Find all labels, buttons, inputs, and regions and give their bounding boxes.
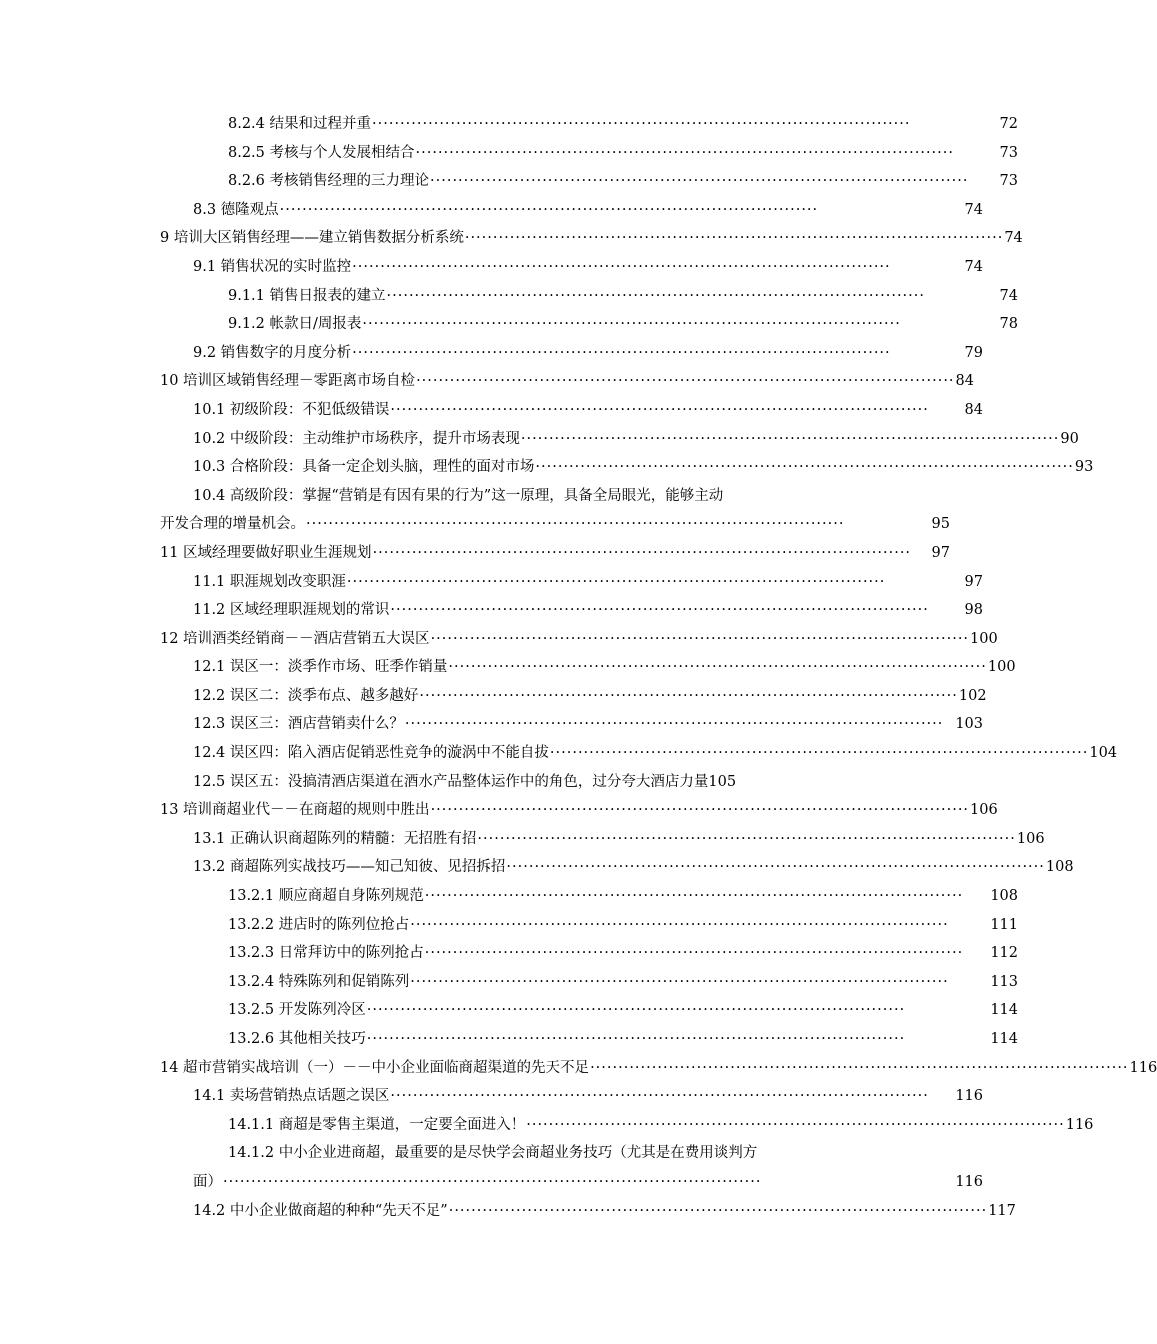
toc-entry-title: 12 培训酒类经销商－－酒店营销五大误区 <box>160 630 430 647</box>
toc-entry-title: 13.2.3 日常拜访中的陈列抢占 <box>228 945 424 962</box>
toc-entry-page-number: 100 <box>987 659 1016 676</box>
toc-entry-page-number: 103 <box>955 716 983 733</box>
toc-entry <box>0 568 983 597</box>
toc-entry-title: 10.2 中级阶段：主动维护市场秩序，提升市场表现 <box>193 430 520 447</box>
dot-leader <box>306 510 931 539</box>
toc-entry-page-number: 84 <box>955 373 974 390</box>
toc-entry-title: 8.2.6 考核销售经理的三力理论 <box>228 173 430 190</box>
toc-entry-title: 11.2 区域经理职涯规划的常识 <box>193 602 390 619</box>
dot-leader <box>521 425 1059 454</box>
dot-leader <box>465 224 1003 253</box>
toc-entry <box>0 625 998 654</box>
dot-leader <box>387 282 999 311</box>
dot-leader <box>390 596 963 625</box>
toc-entry-title: 13.2.1 顺应商超自身陈列规范 <box>228 888 424 905</box>
toc-entry-title: 12.3 误区三：酒店营销卖什么？ <box>193 716 404 733</box>
toc-entry-title: 9.1 销售状况的实时监控 <box>193 258 352 275</box>
toc-entry <box>0 939 1018 968</box>
toc-entry-page-number: 100 <box>970 630 998 647</box>
toc-entry <box>0 110 1018 139</box>
toc-entry-title: 13.2.6 其他相关技巧 <box>228 1031 366 1047</box>
dot-leader <box>425 882 990 911</box>
toc-entry <box>0 482 950 539</box>
toc-entry-title: 14.1 卖场营销热点话题之误区 <box>193 1088 390 1105</box>
toc-entry-title: 12.2 误区二：淡季布点、越多越好 <box>193 687 419 704</box>
dot-leader <box>405 710 954 739</box>
dot-leader <box>410 968 989 997</box>
toc-entry <box>0 1197 1016 1226</box>
toc-entry <box>0 339 983 368</box>
dot-leader <box>416 139 999 168</box>
toc-entry-page-number: 116 <box>1129 1059 1157 1076</box>
toc-page <box>0 110 1157 1225</box>
toc-entry-page-number: 97 <box>931 544 950 561</box>
toc-entry <box>0 710 983 739</box>
dot-leader <box>373 539 931 568</box>
toc-entry <box>0 1054 1157 1083</box>
dot-leader <box>448 653 986 682</box>
dot-leader <box>352 253 963 282</box>
toc-entry-page-number: 105 <box>708 773 737 790</box>
toc-entry-page-number: 93 <box>1074 459 1094 476</box>
toc-entry-page-number: 106 <box>1016 830 1045 847</box>
toc-entry <box>0 911 1018 940</box>
toc-entry-page-number: 95 <box>931 516 950 533</box>
dot-leader <box>590 1054 1128 1083</box>
dot-leader <box>550 739 1088 768</box>
toc-entry-title: 9.1.1 销售日报表的建立 <box>228 287 386 304</box>
dot-leader <box>431 625 969 654</box>
toc-entry-title: 8.2.4 结果和过程并重 <box>228 116 372 132</box>
toc-entry-title: 13.2 商超陈列实战技巧——知己知彼、见招拆招 <box>193 859 506 876</box>
toc-entry-page-number: 116 <box>955 1173 983 1190</box>
dot-leader <box>367 1025 990 1054</box>
toc-entry-title: 13.2.2 进店时的陈列位抢占 <box>228 916 410 933</box>
toc-entry-title: 8.3 德隆观点 <box>193 201 279 218</box>
toc-entry-page-number: 90 <box>1060 430 1079 447</box>
toc-entry <box>0 1111 1094 1140</box>
toc-entry-page-number: 104 <box>1089 745 1118 762</box>
toc-entry-title: 12.4 误区四：陷入酒店促销恶性竞争的漩涡中不能自拔 <box>193 745 549 762</box>
toc-entry-page-number: 72 <box>999 116 1018 132</box>
toc-entry-title: 11 区域经理要做好职业生涯规划 <box>160 544 372 561</box>
dot-leader <box>526 1111 1064 1140</box>
toc-entry-title: 9.1.2 帐款日/周报表 <box>228 316 362 333</box>
toc-entry-page-number: 84 <box>964 401 983 418</box>
dot-leader <box>390 1082 954 1111</box>
dot-leader <box>535 453 1073 482</box>
dot-leader <box>352 339 963 368</box>
dot-leader <box>347 568 964 597</box>
toc-entry-page-number: 97 <box>964 573 983 590</box>
toc-entry-title: 9 培训大区销售经理——建立销售数据分析系统 <box>160 230 464 247</box>
toc-entry-title: 14.1.2 中小企业进商超，最重要的是尽快学会商超业务技巧（尤其是在费用谈判方 <box>228 1145 758 1162</box>
toc-entry-page-number: 102 <box>958 687 987 704</box>
toc-entry-page-number: 114 <box>990 1031 1018 1047</box>
toc-entry <box>0 425 1079 454</box>
dot-leader <box>372 110 999 139</box>
toc-entry-title: 10.4 高级阶段：掌握“营销是有因有果的行为”这一原理，具备全局眼光，能够主动 <box>193 487 724 504</box>
toc-entry-page-number: 116 <box>1065 1116 1094 1133</box>
dot-leader <box>449 1197 987 1226</box>
dot-leader <box>362 310 998 339</box>
toc-entry <box>0 196 983 225</box>
toc-entry-title-continued: 面） <box>193 1173 222 1190</box>
toc-entry <box>0 1139 983 1196</box>
dot-leader <box>506 853 1044 882</box>
toc-entry-page-number: 74 <box>964 201 983 218</box>
dot-leader <box>416 367 954 396</box>
toc-entry-page-number: 74 <box>964 258 983 275</box>
toc-entry-page-number: 114 <box>990 1002 1018 1019</box>
toc-entry-page-number: 111 <box>990 916 1018 933</box>
toc-entry <box>0 396 983 425</box>
dot-leader <box>425 939 990 968</box>
toc-entry-title: 13.2.5 开发陈列冷区 <box>228 1002 366 1019</box>
toc-entry-page-number: 112 <box>990 945 1018 962</box>
toc-entry <box>0 253 983 282</box>
dot-leader <box>430 167 999 196</box>
toc-entry-title: 14 超市营销实战培训（一）－－中小企业面临商超渠道的先天不足 <box>160 1059 590 1076</box>
toc-entry-title: 8.2.5 考核与个人发展相结合 <box>228 144 415 161</box>
toc-entry <box>0 853 1074 882</box>
toc-entry <box>0 653 1016 682</box>
toc-entry-title: 13 培训商超业代－－在商超的规则中胜出 <box>160 802 430 819</box>
toc-entry-title-continued: 开发合理的增量机会。 <box>160 516 305 533</box>
toc-entry-page-number: 74 <box>999 287 1018 304</box>
dot-leader <box>410 911 989 940</box>
toc-entry <box>0 367 974 396</box>
toc-entry-page-number: 79 <box>964 344 983 361</box>
toc-entry-title: 10.3 合格阶段：具备一定企划头脑，理性的面对市场 <box>193 459 535 476</box>
toc-entry-page-number: 74 <box>1004 230 1023 247</box>
toc-entry <box>0 453 1094 482</box>
toc-entry <box>0 739 1118 768</box>
toc-entry-title: 12.1 误区一：淡季作市场、旺季作销量 <box>193 659 448 676</box>
dot-leader <box>280 196 964 225</box>
toc-entry <box>0 1082 983 1111</box>
toc-entry <box>0 882 1018 911</box>
toc-entry-title: 14.2 中小企业做商超的种种“先天不足” <box>193 1202 448 1219</box>
toc-entry-page-number: 98 <box>964 602 983 619</box>
dot-leader <box>477 825 1015 854</box>
toc-entry-title: 9.2 销售数字的月度分析 <box>193 344 352 361</box>
toc-entry-title: 10 培训区域销售经理－零距离市场自检 <box>160 373 416 390</box>
dot-leader <box>419 682 957 711</box>
toc-entry <box>0 968 1018 997</box>
toc-entry-title: 11.1 职涯规划改变职涯 <box>193 573 346 590</box>
toc-entry-title: 12.5 误区五：没搞清酒店渠道在酒水产品整体运作中的角色，过分夸大酒店力量 <box>193 773 709 790</box>
toc-entry-page-number: 73 <box>999 144 1018 161</box>
dot-leader <box>367 996 990 1025</box>
dot-leader <box>431 796 969 825</box>
toc-entry <box>0 1025 1018 1054</box>
toc-entry-page-number: 108 <box>1045 859 1074 876</box>
toc-entry-page-number: 108 <box>990 888 1018 905</box>
toc-entry-page-number: 106 <box>970 802 998 819</box>
toc-entry <box>0 167 1018 196</box>
toc-entry <box>0 596 983 625</box>
toc-entry-title: 13.1 正确认识商超陈列的精髓：无招胜有招 <box>193 830 477 847</box>
toc-entry <box>0 224 1023 253</box>
toc-entry-title: 10.1 初级阶段：不犯低级错误 <box>193 401 390 418</box>
toc-entry <box>0 539 950 568</box>
toc-entry-page-number: 117 <box>988 1202 1016 1219</box>
toc-entry <box>0 139 1018 168</box>
toc-entry-title: 13.2.4 特殊陈列和促销陈列 <box>228 973 410 990</box>
toc-entry-title: 14.1.1 商超是零售主渠道，一定要全面进入！ <box>228 1116 526 1133</box>
toc-entry <box>0 768 950 797</box>
toc-entry-page-number: 73 <box>999 173 1018 190</box>
toc-entry-page-number: 116 <box>955 1088 983 1105</box>
toc-entry <box>0 282 1018 311</box>
toc-entry-page-number: 113 <box>990 973 1018 990</box>
toc-entry <box>0 996 1018 1025</box>
toc-entry-page-number: 78 <box>999 316 1018 333</box>
toc-entry <box>0 682 987 711</box>
dot-leader <box>223 1168 954 1197</box>
toc-entry <box>0 796 998 825</box>
toc-entry <box>0 310 1018 339</box>
dot-leader <box>390 396 963 425</box>
toc-entry <box>0 825 1045 854</box>
